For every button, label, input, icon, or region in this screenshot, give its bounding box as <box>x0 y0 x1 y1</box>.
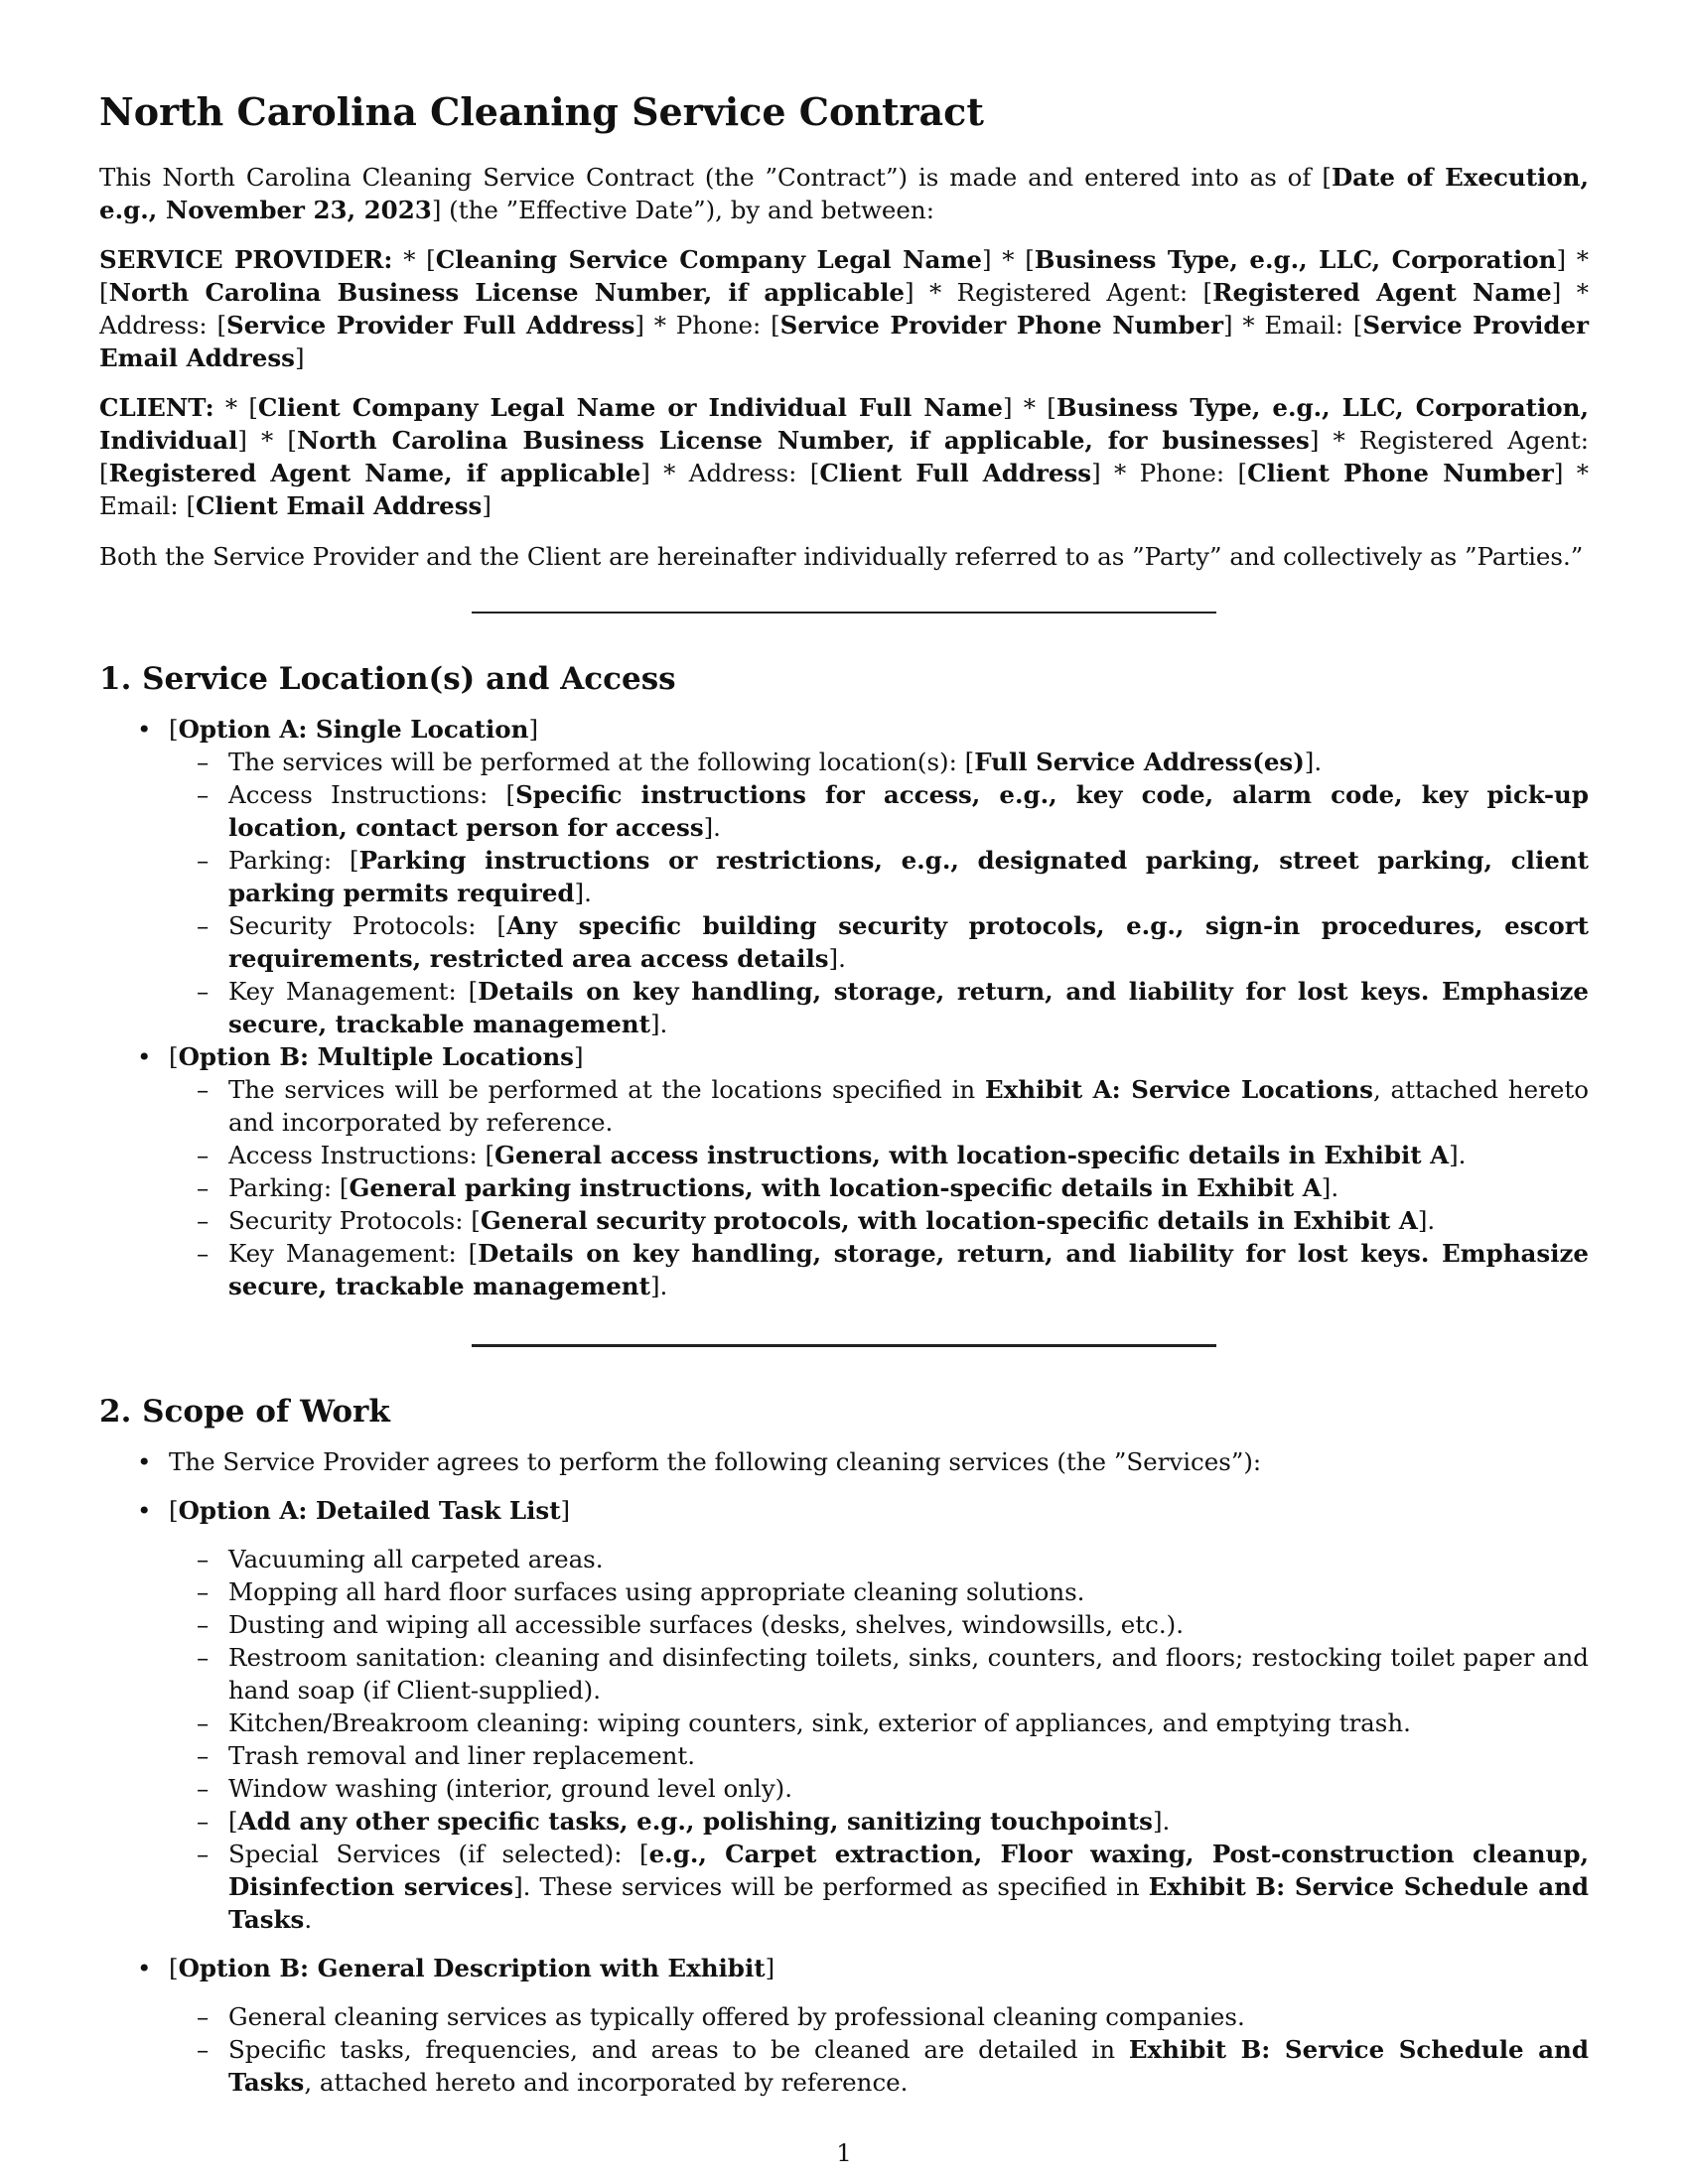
provider-label: SERVICE PROVIDER: <box>99 245 393 274</box>
list-item: – Dusting and wiping all accessible surfaces (desks, shelves, windowsills, etc.). <box>197 1610 1184 1639</box>
page-number: 1 <box>836 2138 852 2167</box>
bullet: • <box>137 1447 152 1476</box>
list-item: – [Add any other specific tasks, e.g., polishing, sanitizing touchpoints]. <box>197 1807 1171 1836</box>
list-item: – Security Protocols: [Any specific building security protocols, e.g., sign-in procedures, escort requirements, restricted area access details]. <box>197 911 1589 973</box>
section-2 <box>99 1392 1589 2099</box>
contract-page <box>99 0 1589 2184</box>
section-2-option-a: • [Option A: Detailed Task List] <box>137 1496 571 1525</box>
list-item: – Trash removal and liner replacement. <box>197 1741 696 1770</box>
intro-paragraph: This North Carolina Cleaning Service Contract (the ”Contract”) is made and entered into as of [Date of Execution, e.g., November 23, 2023] (the ”Effective Date”), by and between: <box>99 163 1590 224</box>
document-title: North Carolina Cleaning Service Contract <box>99 89 984 134</box>
list-item: – Security Protocols: [General security protocols, with location-specific details in Exhibit A]. <box>197 1206 1436 1235</box>
section-1-heading: 1. Service Location(s) and Access <box>99 661 676 697</box>
list-item: – The services will be performed at the following location(s): [Full Service Address(es)]. <box>197 748 1323 776</box>
section-2-heading: 2. Scope of Work <box>99 1394 390 1430</box>
list-item: – Kitchen/Breakroom cleaning: wiping counters, sink, exterior of appliances, and emptying trash. <box>197 1708 1411 1737</box>
bullet: • <box>137 1042 152 1071</box>
section-1-option-a: • [Option A: Single Location] <box>137 715 538 744</box>
list-item: – Special Services (if selected): [e.g., Carpet extraction, Floor waxing, Post-construction cleanup, Disinfection services]. These services will be performed as specified in Exhibit B: Service Schedule and Tasks. <box>197 1840 1590 1934</box>
list-item: – General cleaning services as typically offered by professional cleaning companies. <box>197 2002 1245 2031</box>
list-item: – Parking: [General parking instructions, with location-specific details in Exhibit A]. <box>197 1173 1339 1202</box>
bullet: • <box>137 715 152 744</box>
bullet: • <box>137 1954 152 1982</box>
list-item: – Window washing (interior, ground level only). <box>197 1774 793 1803</box>
section-divider <box>472 612 1216 614</box>
list-item: – Key Management: [Details on key handling, storage, return, and liability for lost keys. Emphasize secure, trackable management]. <box>197 977 1589 1038</box>
bullet: • <box>137 1496 152 1525</box>
parties-paragraph: Both the Service Provider and the Client are hereinafter individually referred to as ”Party” and collectively as ”Parties.” <box>99 542 1584 571</box>
service-provider-block: SERVICE PROVIDER: * [Cleaning Service Company Legal Name] * [Business Type, e.g., LLC, Corporation] * [North Carolina Business License Number, if applicable] * Registered Agent: [Registered Agent Name] * Address: [Service Provider Full Address] * Phone: [Service Provider Phone Number] * Email: [Service Provider Email Address] <box>99 245 1590 372</box>
effective-date-placeholder: Date of Execution, e.g., November 23, 2023 <box>99 163 1590 224</box>
list-item: – Access Instructions: [General access instructions, with location-specific details in Exhibit A]. <box>197 1141 1467 1169</box>
client-block: CLIENT: * [Client Company Legal Name or Individual Full Name] * [Business Type, e.g., LLC, Corporation, Individual] * [North Carolina Business License Number, if applicable, for businesses] * Registered Agent: [Registered Agent Name, if applicable] * Address: [Client Full Address] * Phone: [Client Phone Number] * Email: [Client Email Address] <box>99 393 1590 520</box>
list-item: – Specific tasks, frequencies, and areas to be cleaned are detailed in Exhibit B: Service Schedule and Tasks, attached hereto and incorporated by reference. <box>197 2035 1589 2097</box>
section-2-option-b: • [Option B: General Description with Exhibit] <box>137 1954 775 1982</box>
list-item: – Access Instructions: [Specific instructions for access, e.g., key code, alarm code, key pick-up location, contact person for access]. <box>197 780 1589 842</box>
list-item: – Vacuuming all carpeted areas. <box>197 1545 604 1573</box>
section-1 <box>99 659 1589 1302</box>
list-item: – Key Management: [Details on key handling, storage, return, and liability for lost keys. Emphasize secure, trackable management]. <box>197 1239 1589 1300</box>
list-item: – Parking: [Parking instructions or restrictions, e.g., designated parking, street parking, client parking permits required]. <box>197 846 1589 907</box>
list-item: – Mopping all hard floor surfaces using appropriate cleaning solutions. <box>197 1577 1085 1606</box>
section-1-option-b: • [Option B: Multiple Locations] <box>137 1042 584 1071</box>
list-item: – The services will be performed at the locations specified in Exhibit A: Service Locations, attached hereto and incorporated by reference. <box>197 1075 1589 1137</box>
list-item: – Restroom sanitation: cleaning and disinfecting toilets, sinks, counters, and floors; restocking toilet paper and hand soap (if Client-supplied). <box>197 1643 1589 1705</box>
scope-lead: • The Service Provider agrees to perform the following cleaning services (the ”Services”): <box>137 1447 1262 1476</box>
section-divider <box>472 1344 1216 1347</box>
client-label: CLIENT: <box>99 393 214 422</box>
